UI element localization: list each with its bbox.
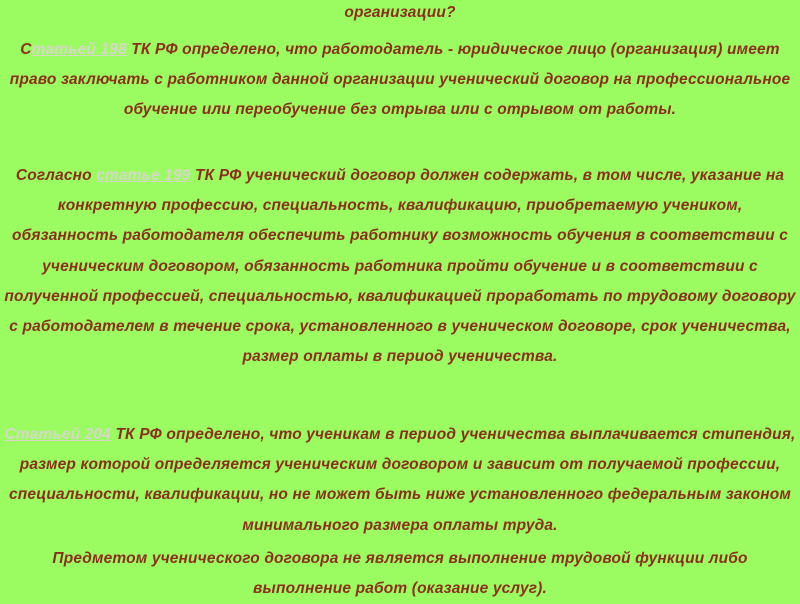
contract-subject-text: Предметом ученического договора не является выполнение трудовой функции либо выполнение работ (оказание услуг).: [52, 550, 748, 598]
paragraph-article-204: [3, 420, 797, 541]
paragraph-contract-subject: [3, 544, 797, 604]
article-199-link[interactable]: статье 199: [96, 167, 191, 184]
article-199-text: ТК РФ ученический договор должен содержать, в том числе, указание на конкретную профессию, специальность, квалификацию, приобретаемую учеником, обязанность работодателя обеспечить работнику возможность обучения в соответствии с ученическим договором, обязанность работника пройти обучение и в соответствии с полученной профессией, специальностью, квалификацией проработать по трудовому договору с работодателем в течение срока, установленного в ученическом договоре, срок ученичества, размер оплаты в период ученичества.: [4, 167, 796, 366]
question-ending: организации?: [344, 4, 456, 21]
paragraph-article-199: [3, 161, 797, 372]
article-204-text: ТК РФ определено, что ученикам в период ученичества выплачивается стипендия, размер которой определяется ученическим договором и зависит от получаемой профессии, специальности, квалификации, но не может быть ниже установленного федеральным законом минимального размера оплаты труда.: [9, 426, 796, 534]
article-198-text: ТК РФ определено, что работодатель - юридическое лицо (организация) имеет право заключать с работником данной организации ученический договор на профессиональное обучение или переобучение без отрыва или с отрывом от работы.: [9, 41, 791, 119]
article-198-link[interactable]: татьей 198: [31, 41, 127, 58]
article-199-prefix: Согласно: [15, 167, 97, 184]
paragraph-article-198: [3, 35, 797, 126]
article-204-link[interactable]: Статьей 204: [4, 426, 111, 443]
article-198-prefix: С: [20, 41, 32, 58]
